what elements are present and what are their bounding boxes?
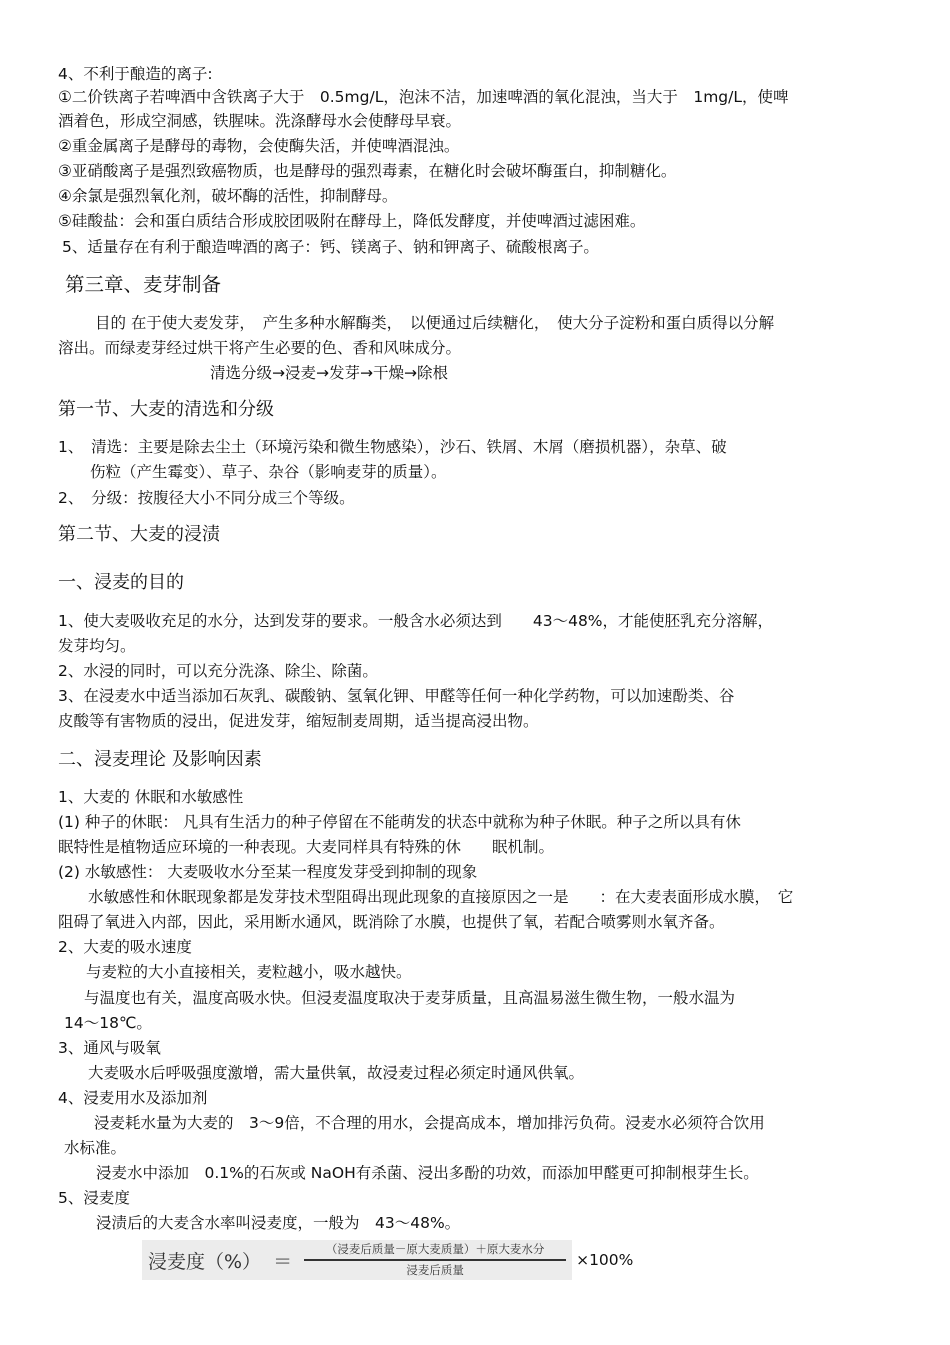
section-heading: 第一节、大麦的清选和分级 (58, 399, 274, 420)
text-line: 浸麦水中添加 0.1%的石灰或 NaOH有杀菌、浸出多酚的功效，而添加甲醛更可抑制根芽生长。 (96, 1164, 759, 1182)
text-line: ③亚硝酸离子是强烈致癌物质，也是酵母的强烈毒素，在糖化时会破坏酶蛋白，抑制糖化。 (58, 162, 677, 180)
text-line: 3、在浸麦水中适当添加石灰乳、碳酸钠、氢氧化钾、甲醛等任何一种化学药物，可以加速酚类、谷 (58, 687, 735, 705)
text-line: (1) 种子的休眠： 凡具有生活力的种子停留在不能萌发的状态中就称为种子休眠。种子之所以具有休 (58, 813, 741, 831)
text-line: 皮酸等有害物质的浸出，促进发芽，缩短制麦周期，适当提高浸出物。 (58, 712, 539, 730)
formula-lhs: 浸麦度（%） (148, 1250, 262, 1273)
text-line: 2、大麦的吸水速度 (58, 938, 192, 956)
text-line: 1、使大麦吸收充足的水分，达到发芽的要求。一般含水必须达到 43～48%，才能使胚乳充分溶解， (58, 612, 774, 630)
formula-numerator: （浸麦后质量－原大麦质量）＋原大麦水分 (325, 1242, 545, 1257)
text-line: 酒着色，形成空洞感，铁腥味。洗涤酵母水会使酵母早衰。 (58, 112, 462, 130)
formula-image (142, 1240, 572, 1280)
text-line: ①二价铁离子若啤酒中含铁离子大于 0.5mg/L，泡沫不洁，加速啤酒的氧化混浊，当大于 1mg/L，使啤 (58, 88, 789, 106)
text-line: 伤粒（产生霉变）、草子、杂谷（影响麦芽的质量）。 (90, 463, 447, 481)
text-line: 1、大麦的 休眠和水敏感性 (58, 788, 244, 806)
text-line: 阻碍了氧进入内部，因此，采用断水通风，既消除了水膜，也提供了氧，若配合喷雾则水氧齐备。 (58, 913, 725, 931)
text-line: ⑤硅酸盐：会和蛋白质结合形成胶团吸附在酵母上，降低发酵度，并使啤酒过滤困难。 (58, 212, 646, 230)
text-line: 溶出。而绿麦芽经过烘干将产生必要的色、香和风味成分。 (58, 339, 462, 357)
formula-fraction (304, 1242, 566, 1278)
chapter-heading: 第三章、麦芽制备 (65, 273, 222, 296)
text-line: 5、适量存在有利于酿造啤酒的离子：钙、镁离子、钠和钾离子、硫酸根离子。 (62, 238, 599, 256)
text-line: 14～18℃。 (64, 1014, 152, 1032)
steeping-degree-formula (142, 1238, 633, 1282)
text-line: 2、 分级：按腹径大小不同分成三个等级。 (58, 489, 355, 507)
text-line: 眠特性是植物适应环境的一种表现。大麦同样具有特殊的休 眠机制。 (58, 838, 555, 856)
text-line: 2、水浸的同时，可以充分洗涤、除尘、除菌。 (58, 662, 378, 680)
text-line: 与温度也有关，温度高吸水快。但浸麦温度取决于麦芽质量，且高温易滋生微生物，一般水温为 (84, 989, 736, 1007)
text-line: 大麦吸水后呼吸强度激增，需大量供氧，故浸麦过程必须定时通风供氧。 (88, 1064, 585, 1082)
text-line: 1、 清选：主要是除去尘土（环境污染和微生物感染），沙石、铁屑、木屑（磨损机器），杂草、破 (58, 438, 727, 456)
text-line: 与麦粒的大小直接相关，麦粒越小，吸水越快。 (86, 963, 412, 981)
formula-denominator: 浸麦后质量 (406, 1262, 464, 1277)
process-flow: 清选分级→浸麦→发芽→干燥→除根 (210, 364, 448, 382)
text-line: ④余氯是强烈氧化剂，破坏酶的活性，抑制酵母。 (58, 187, 398, 205)
formula-equals: ＝ (273, 1250, 293, 1273)
text-line: 水敏感性和休眠现象都是发芽技术型阻碍出现此现象的直接原因之一是 ：在大麦表面形成水膜， 它 (88, 888, 794, 906)
text-line: 3、通风与吸氧 (58, 1039, 161, 1057)
text-line: 5、浸麦度 (58, 1189, 130, 1207)
text-line: (2) 水敏感性： 大麦吸收水分至某一程度发芽受到抑制的现象 (58, 863, 478, 881)
formula-multiplier: ×100% (576, 1251, 634, 1269)
text-line: 发芽均匀。 (58, 637, 136, 655)
text-line: 浸渍后的大麦含水率叫浸麦度，一般为 43～48%。 (96, 1214, 461, 1232)
fraction-bar (304, 1259, 566, 1261)
subsection-heading: 一、浸麦的目的 (58, 572, 184, 593)
text-line: 4、不利于酿造的离子: (58, 65, 213, 83)
text-line: 浸麦耗水量为大麦的 3～9倍，不合理的用水，会提高成本，增加排污负荷。浸麦水必须符合饮用 (94, 1114, 765, 1132)
text-line: 水标准。 (64, 1139, 127, 1157)
text-line: 目的 在于使大麦发芽， 产生多种水解酶类， 以便通过后续糖化， 使大分子淀粉和蛋白质得以分解 (95, 314, 775, 332)
text-line: ②重金属离子是酵母的毒物，会使酶失活，并使啤酒混浊。 (58, 137, 460, 155)
subsection-heading: 二、浸麦理论 及影响因素 (58, 749, 262, 770)
text-line: 4、浸麦用水及添加剂 (58, 1089, 208, 1107)
section-heading: 第二节、大麦的浸渍 (58, 524, 220, 545)
